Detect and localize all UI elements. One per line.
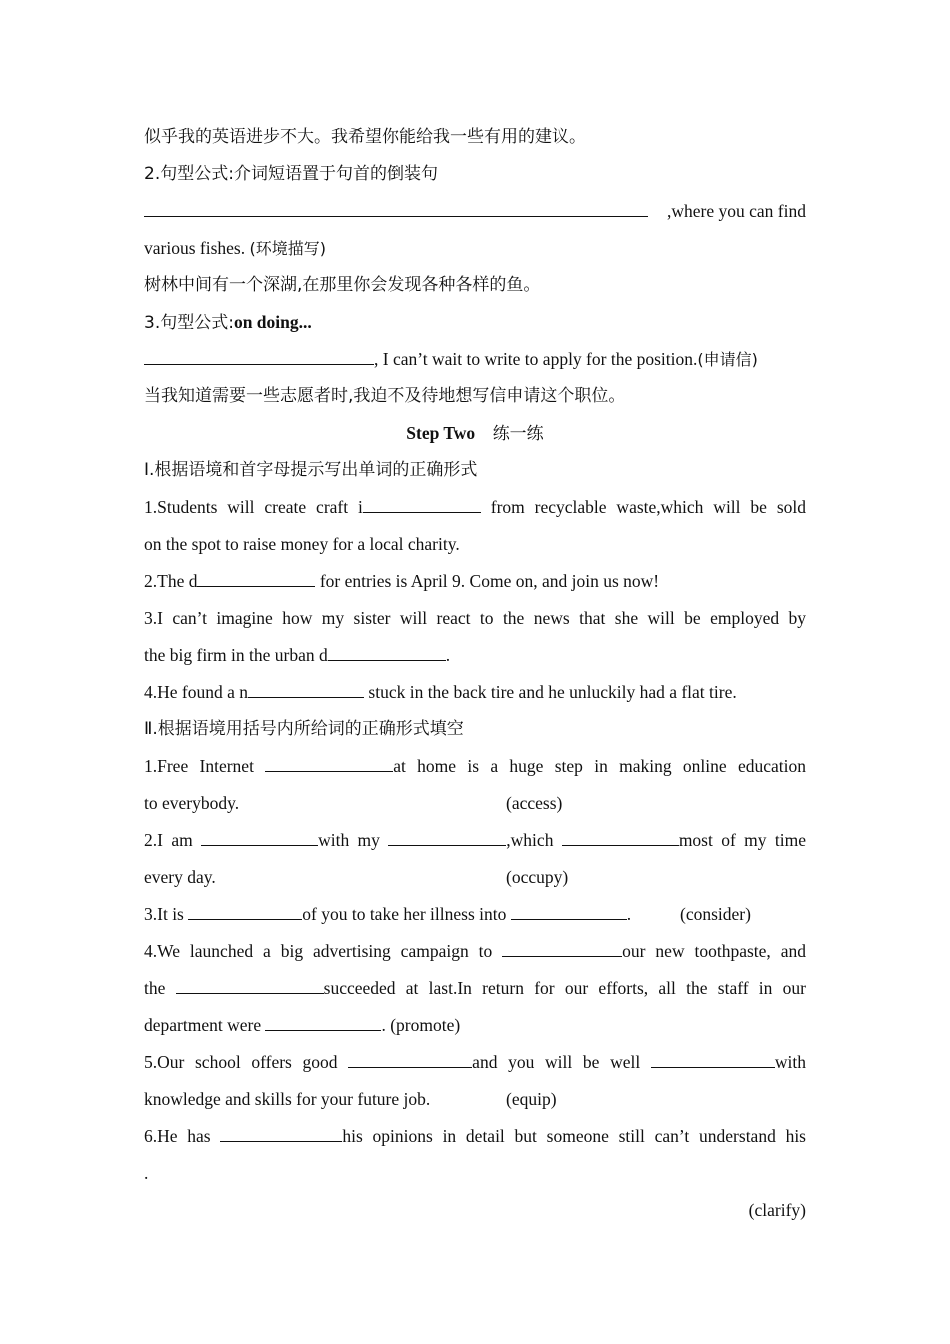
word-hint: (consider)	[680, 904, 751, 924]
question-text: department were	[144, 1015, 266, 1035]
sec2-q4-line2	[144, 970, 806, 1007]
translation-line: 当我知道需要一些志愿者时,我迫不及待地想写信申请这个职位。	[144, 386, 626, 406]
answer-blank[interactable]	[511, 901, 627, 920]
step-title-en: Step Two	[406, 423, 476, 443]
answer-blank[interactable]	[144, 346, 374, 365]
answer-blank[interactable]	[265, 753, 393, 772]
question-text: ,which	[506, 830, 562, 850]
word-hint: (equip)	[506, 1089, 557, 1109]
question-text: the	[144, 978, 176, 998]
word-hint: (occupy)	[506, 867, 569, 887]
sec2-q3	[144, 896, 806, 933]
answer-blank[interactable]	[197, 568, 315, 587]
answer-blank[interactable]	[562, 827, 679, 846]
sec1-q3-line2	[144, 637, 806, 674]
pattern-heading-3	[144, 304, 806, 341]
translation-line: 似乎我的英语进步不大。我希望你能给我一些有用的建议。	[144, 127, 586, 147]
question-text: .	[381, 1015, 386, 1035]
question-text: 4.We launched a big advertising campaign to	[144, 941, 503, 961]
question-text: stuck in the back tire and he unluckily had a flat tire.	[368, 682, 737, 702]
question-text: .	[445, 645, 451, 665]
answer-blank[interactable]	[651, 1049, 775, 1068]
sec1-q1-line2: on the spot to raise money for a local charity.	[144, 534, 460, 554]
pattern-heading-2: 2.句型公式:介词短语置于句首的倒装句	[144, 164, 438, 184]
worksheet-content	[144, 119, 806, 1229]
question-text: of you to take her illness into	[302, 904, 511, 924]
section-2-heading: Ⅱ.根据语境用括号内所给词的正确形式填空	[144, 719, 464, 739]
sentence-3	[144, 341, 806, 378]
question-text: from recyclable waste,which will be sold	[490, 497, 806, 517]
sec1-q1-line1	[144, 489, 806, 526]
sentence-2-line1	[144, 193, 806, 230]
sentence-tag: (申请信)	[697, 350, 758, 369]
translation-line: 树林中间有一个深湖,在那里你会发现各种各样的鱼。	[144, 275, 541, 295]
question-text: 1.Students will create craft i	[144, 497, 363, 517]
sentence-tag: (环境描写)	[249, 239, 326, 258]
question-text: to everybody.	[144, 793, 240, 813]
sec2-q2-line1	[144, 822, 806, 859]
step-title	[144, 415, 806, 452]
question-text: most of my time	[678, 830, 806, 850]
answer-blank[interactable]	[201, 827, 318, 846]
section-1-heading: Ⅰ.根据语境和首字母提示写出单词的正确形式	[144, 460, 478, 480]
question-text: succeeded at last.In return for our efforts, all the staff in our	[323, 978, 806, 998]
word-hint: (access)	[506, 793, 563, 813]
word-hint: (clarify)	[748, 1200, 806, 1220]
question-text: 1.Free Internet	[144, 756, 266, 776]
answer-blank[interactable]	[144, 198, 376, 217]
sentence-text: various fishes.	[144, 238, 246, 258]
question-text: his opinions in detail but someone still can’t understand his	[342, 1126, 806, 1146]
answer-blank[interactable]	[248, 679, 364, 698]
sec2-q6-line1	[144, 1118, 806, 1155]
question-text: 2.The d	[144, 571, 198, 591]
answer-blank[interactable]	[348, 1049, 472, 1068]
question-text: with	[774, 1052, 806, 1072]
sec2-q1-line2	[144, 785, 806, 822]
sec2-q5-line1	[144, 1044, 806, 1081]
sec2-q2-line2	[144, 859, 806, 896]
sec2-q1-line1	[144, 748, 806, 785]
question-text: knowledge and skills for your future job.	[144, 1089, 431, 1109]
answer-blank[interactable]	[502, 938, 622, 957]
answer-blank[interactable]	[220, 1123, 342, 1142]
sentence-text: , I can’t wait to write to apply for the position.	[374, 349, 698, 369]
answer-blank[interactable]	[176, 975, 324, 994]
heading-pattern: on doing...	[233, 312, 312, 332]
question-text: at home is a huge step in making online education	[393, 756, 806, 776]
sec2-q4-line1	[144, 933, 806, 970]
question-text: 2.I am	[144, 830, 202, 850]
question-text: for entries is April 9. Come on, and join us now!	[319, 571, 660, 591]
question-text: 3.It is	[144, 904, 189, 924]
sentence-text: ,where you can find	[667, 201, 806, 221]
sec1-q3-line1: 3.I can’t imagine how my sister will react to the news that she will be employed by	[144, 608, 806, 628]
sec1-q2	[144, 563, 806, 600]
question-text: .	[626, 904, 632, 924]
answer-blank[interactable]	[376, 198, 648, 217]
sec1-q4	[144, 674, 806, 711]
answer-blank[interactable]	[265, 1012, 381, 1031]
sec2-q4-line3	[144, 1007, 806, 1044]
question-text: 4.He found a n	[144, 682, 249, 702]
question-text: our new toothpaste, and	[622, 941, 806, 961]
question-text: 6.He has	[144, 1126, 221, 1146]
heading-prefix: 3.句型公式:	[144, 313, 234, 333]
step-title-zh: 练一练	[492, 424, 544, 444]
answer-blank[interactable]	[328, 642, 446, 661]
answer-blank[interactable]	[188, 901, 302, 920]
sentence-2-line2	[144, 230, 806, 267]
question-text: 5.Our school offers good	[144, 1052, 349, 1072]
sec2-q5-line2	[144, 1081, 806, 1118]
question-text: and you will be well	[472, 1052, 651, 1072]
question-text: the big firm in the urban d	[144, 645, 328, 665]
question-text: with my	[318, 830, 389, 850]
question-text: every day.	[144, 867, 216, 887]
word-hint: (promote)	[390, 1015, 461, 1035]
sec2-q6-line2: .	[144, 1163, 149, 1183]
answer-blank[interactable]	[363, 494, 481, 513]
answer-blank[interactable]	[388, 827, 506, 846]
